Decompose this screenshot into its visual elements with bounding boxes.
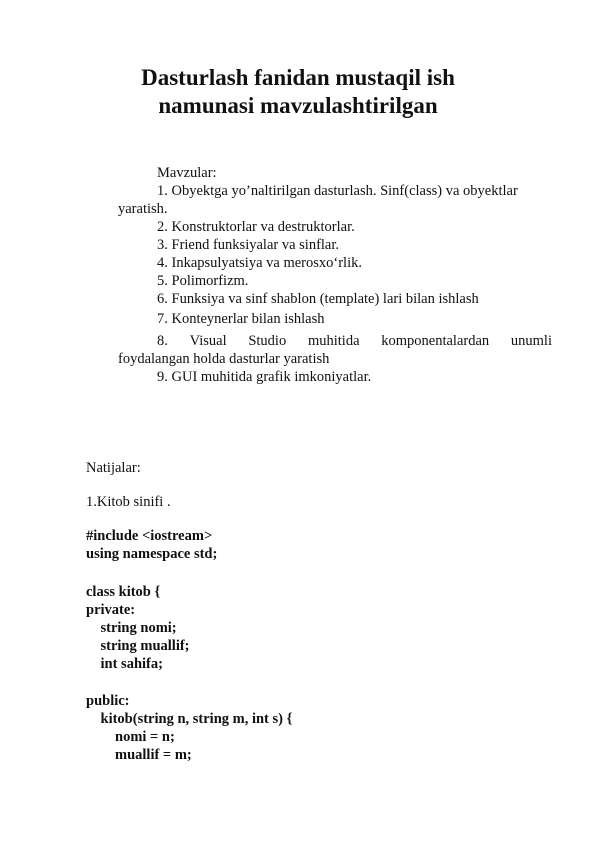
results-heading: Natijalar: (86, 460, 141, 476)
topic-8-word: komponentalardan (381, 333, 490, 349)
document-title-line-1: Dasturlash fanidan mustaqil ish (141, 65, 455, 90)
task-1-title: 1.Kitob sinifi . (86, 494, 171, 510)
code-line: class kitob { (86, 584, 161, 600)
code-line: int sahifa; (86, 656, 163, 672)
topic-5: 5. Polimorfizm. (157, 273, 249, 289)
topic-1-line-2: yaratish. (118, 201, 168, 217)
document-title-line-2: namunasi mavzulashtirilgan (158, 93, 438, 118)
topic-4: 4. Inkapsulyatsiya va merosxo‘rlik. (157, 255, 362, 271)
code-line: private: (86, 602, 136, 618)
topic-7: 7. Konteynerlar bilan ishlash (157, 311, 325, 327)
code-line: #include <iostream> (86, 528, 213, 544)
topic-8-word: muhitida (307, 333, 360, 349)
topic-8-word: unumli (510, 333, 552, 349)
topic-6: 6. Funksiya va sinf shablon (template) lari bilan ishlash (157, 291, 479, 307)
topic-1-line-1: 1. Obyektga yo’naltirilgan dasturlash. Sinf(class) va obyektlar (157, 183, 518, 199)
topic-2: 2. Konstruktorlar va destruktorlar. (157, 219, 355, 235)
topics-heading: Mavzular: (157, 165, 217, 181)
code-line: string nomi; (86, 620, 177, 636)
topic-8-word: 8. (157, 333, 168, 349)
topic-3: 3. Friend funksiyalar va sinflar. (157, 237, 340, 253)
topic-9: 9. GUI muhitida grafik imkoniyatlar. (157, 369, 372, 385)
topic-8-line-2: foydalangan holda dasturlar yaratish (118, 351, 330, 367)
topic-8-line-1 (157, 332, 552, 350)
topic-8-word: Visual (189, 333, 227, 349)
code-line: using namespace std; (86, 546, 218, 562)
code-line: muallif = m; (86, 747, 192, 763)
code-line: string muallif; (86, 638, 190, 654)
topic-8-word: Studio (248, 333, 287, 349)
code-line: nomi = n; (86, 729, 175, 745)
code-line: kitob(string n, string m, int s) { (86, 711, 293, 727)
code-line: public: (86, 693, 130, 709)
